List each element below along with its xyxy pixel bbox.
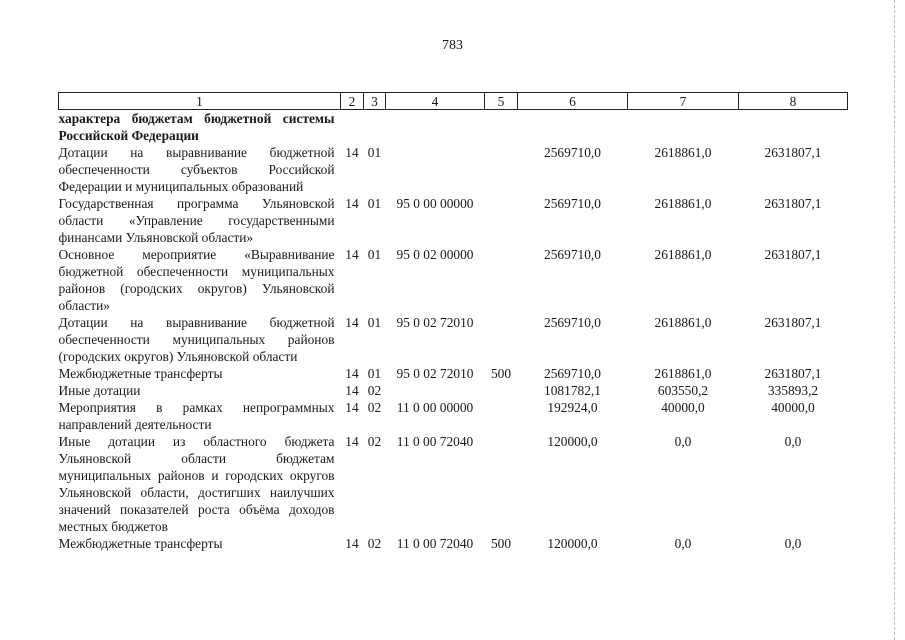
row-subsection: 02 xyxy=(367,536,382,551)
row-name: характера бюджетам бюджетной системы Российской Федерации xyxy=(58,111,335,143)
row-subsection xyxy=(364,110,386,145)
col-header-3: 3 xyxy=(364,93,386,110)
row-name: Дотации на выравнивание бюджетной обеспеченности субъектов Российской Федерации и муниципальных образований xyxy=(58,145,335,194)
row-name: Иные дотации из областного бюджета Ульяновской области бюджетам муниципальных районов и городских округов Ульяновской области, достигших наилучших значений показателей роста объёма доходов местных бюджетов xyxy=(58,434,335,534)
table-row xyxy=(59,399,848,433)
row-target-item: 95 0 02 72010 xyxy=(396,366,474,381)
row-amount-year2: 2618861,0 xyxy=(654,145,712,160)
row-expense-type xyxy=(485,195,518,246)
row-section: 14 xyxy=(345,145,359,160)
row-target-item: 11 0 00 72040 xyxy=(396,434,474,449)
row-target-item: 95 0 00 00000 xyxy=(396,196,474,211)
row-name: Государственная программа Ульяновской области «Управление государственными финансами Ульяновской области» xyxy=(58,196,335,245)
row-amount-year1: 192924,0 xyxy=(547,400,598,415)
row-expense-type xyxy=(485,433,518,535)
row-section: 14 xyxy=(345,400,359,415)
row-subsection: 01 xyxy=(367,196,382,211)
table-row xyxy=(59,382,848,399)
row-amount-year1: 120000,0 xyxy=(547,536,598,551)
row-amount-year3: 335893,2 xyxy=(767,383,819,398)
row-amount-year2: 2618861,0 xyxy=(654,366,712,381)
row-target-item xyxy=(386,144,485,195)
row-amount-year3: 2631807,1 xyxy=(764,247,822,262)
row-section xyxy=(341,110,364,145)
table-row xyxy=(59,195,848,246)
row-amount-year3: 0,0 xyxy=(784,536,802,551)
row-expense-type xyxy=(485,399,518,433)
row-subsection: 01 xyxy=(367,366,382,381)
header-row xyxy=(59,93,848,110)
row-amount-year1: 2569710,0 xyxy=(544,196,601,211)
row-subsection: 02 xyxy=(367,400,382,415)
row-amount-year2: 0,0 xyxy=(674,536,692,551)
row-name: Межбюджетные трансферты xyxy=(58,536,223,551)
row-expense-type xyxy=(485,110,518,145)
table-row xyxy=(59,365,848,382)
table-row xyxy=(59,314,848,365)
table-row xyxy=(59,110,848,145)
col-header-1: 1 xyxy=(59,93,341,110)
table-row xyxy=(59,246,848,314)
row-section: 14 xyxy=(345,366,359,381)
row-section: 14 xyxy=(345,383,359,398)
col-header-6: 6 xyxy=(518,93,628,110)
row-expense-type xyxy=(485,144,518,195)
row-subsection: 01 xyxy=(367,247,382,262)
row-amount-year1: 2569710,0 xyxy=(544,315,601,330)
row-amount-year3: 2631807,1 xyxy=(764,366,822,381)
row-amount-year2 xyxy=(628,110,739,145)
row-amount-year3: 2631807,1 xyxy=(764,145,822,160)
row-amount-year2: 603550,2 xyxy=(657,383,709,398)
row-section: 14 xyxy=(345,536,359,551)
row-amount-year3: 40000,0 xyxy=(771,400,815,415)
row-target-item: 11 0 00 00000 xyxy=(396,400,474,415)
row-amount-year1: 2569710,0 xyxy=(544,145,601,160)
col-header-2: 2 xyxy=(341,93,364,110)
scan-edge-line xyxy=(892,0,895,640)
row-target-item: 95 0 02 00000 xyxy=(396,247,474,262)
row-amount-year2: 2618861,0 xyxy=(654,315,712,330)
row-subsection: 01 xyxy=(367,145,382,160)
col-header-8: 8 xyxy=(739,93,848,110)
row-amount-year2: 2618861,0 xyxy=(654,247,712,262)
budget-table xyxy=(58,92,848,552)
row-target-item: 11 0 00 72040 xyxy=(396,536,474,551)
row-amount-year2: 40000,0 xyxy=(661,400,705,415)
row-target-item xyxy=(386,382,485,399)
row-subsection: 02 xyxy=(367,383,382,398)
row-amount-year3: 2631807,1 xyxy=(764,196,822,211)
row-subsection: 02 xyxy=(367,434,382,449)
row-section: 14 xyxy=(345,315,359,330)
row-amount-year1: 120000,0 xyxy=(547,434,598,449)
row-amount-year3: 2631807,1 xyxy=(764,315,822,330)
row-name: Мероприятия в рамках непрограммных направлений деятельности xyxy=(58,400,335,432)
row-expense-type xyxy=(485,382,518,399)
row-target-item xyxy=(386,110,485,145)
row-target-item: 95 0 02 72010 xyxy=(396,315,474,330)
row-section: 14 xyxy=(345,247,359,262)
row-amount-year1: 2569710,0 xyxy=(544,247,601,262)
row-expense-type: 500 xyxy=(490,366,512,381)
col-header-4: 4 xyxy=(386,93,485,110)
row-amount-year3: 0,0 xyxy=(784,434,802,449)
row-amount-year1: 2569710,0 xyxy=(544,366,601,381)
col-header-7: 7 xyxy=(628,93,739,110)
row-section: 14 xyxy=(345,434,359,449)
page-number: 783 xyxy=(442,38,463,53)
row-name: Межбюджетные трансферты xyxy=(58,366,223,381)
row-name: Иные дотации xyxy=(58,383,141,398)
table-row xyxy=(59,144,848,195)
row-expense-type xyxy=(485,246,518,314)
row-expense-type xyxy=(485,314,518,365)
row-name: Дотации на выравнивание бюджетной обеспеченности муниципальных районов (городских округов) Ульяновской области xyxy=(58,315,335,364)
table-row xyxy=(59,535,848,552)
row-amount-year1 xyxy=(518,110,628,145)
row-amount-year1: 1081782,1 xyxy=(544,383,601,398)
col-header-5: 5 xyxy=(485,93,518,110)
row-amount-year3 xyxy=(739,110,848,145)
row-section: 14 xyxy=(345,196,359,211)
row-name: Основное мероприятие «Выравнивание бюджетной обеспеченности муниципальных районов (городских округов) Ульяновской области» xyxy=(58,247,335,313)
table-row xyxy=(59,433,848,535)
row-expense-type: 500 xyxy=(490,536,512,551)
row-subsection: 01 xyxy=(367,315,382,330)
row-amount-year2: 2618861,0 xyxy=(654,196,712,211)
row-amount-year2: 0,0 xyxy=(674,434,692,449)
